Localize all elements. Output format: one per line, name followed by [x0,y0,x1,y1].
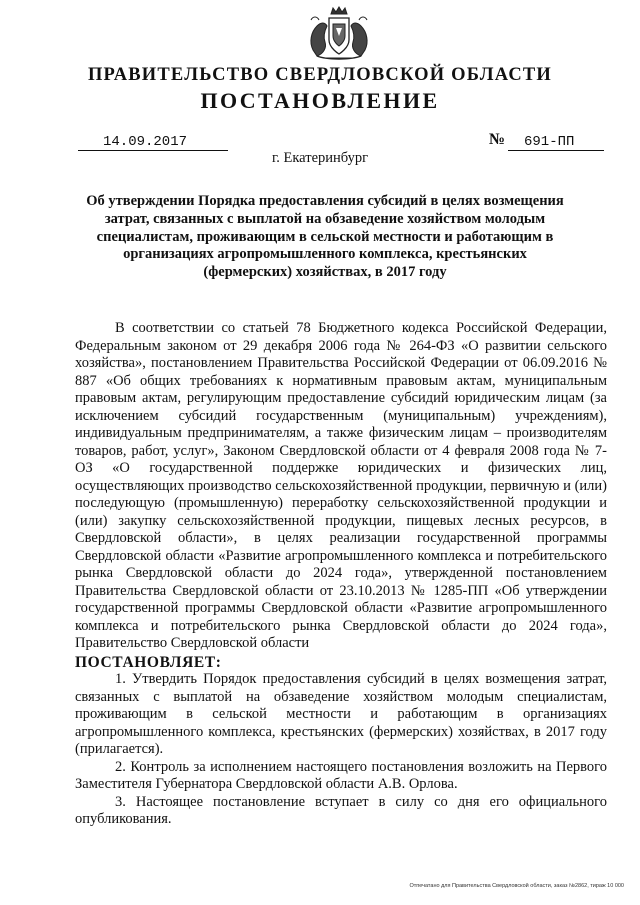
resolution-item-1: 1. Утвердить Порядок предоставления субсидий в целях возмещения затрат, связанных с выплатой на обзаведение хозяйством молодым специалистам, проживающим в сельской местности и работающим в организациях агропромышленного комплекса, крестьянских (фермерских) хозяйствах, в 2017 году (прилагается). [75,671,607,757]
preamble-paragraph: В соответствии со статьей 78 Бюджетного кодекса Российской Федерации, Федеральным законом от 29 декабря 2006 года № 264-ФЗ «О развитии сельского хозяйства», постановлением Правительства Российской Федерации от 06.09.2016 № 887 «Об общих требованиях к нормативным правовым актам, муниципальным правовым актам, регулирующим предоставление субсидий юридическим лицам (за исключением субсидий государственным (муниципальным) учреждениям), индивидуальным предпринимателям, а также физическим лицам – производителям товаров, работ, услуг», Законом Свердловской области от 4 февраля 2008 года № 7-ОЗ «О государственной поддержке юридических и физических лиц, осуществляющих производство сельскохозяйственной продукции, первичную и (или) последующую (промышленную) переработку сельскохозяйственной продукции и (или) закупку сельскохозяйственной продукции, пищевых лесных ресурсов, в Свердловской области», в целях реализации государственной программы Свердловской области «Развитие агропромышленного комплекса и потребительского рынка Свердловской области до 2024 года», утвержденной постановлением Правительства Свердловской области от 23.10.2013 № 1285-ПП «Об утверждении государственной программы Свердловской области «Развитие агропромышленного комплекса и потребительского рынка Свердловской области до 2024 года», Правительство Свердловской области [75,320,607,651]
decree-heading: ПОСТАНОВЛЯЕТ: [75,653,222,671]
document-title: Об утверждении Порядка предоставления субсидий в целях возмещения затрат, связанных с выплатой на обзаведение хозяйством молодым специалистам, проживающим в сельской местности и работающим в организациях агропромышленного комплекса, крестьянских (фермерских) хозяйствах, в 2017 году [86,193,564,281]
government-name: ПРАВИТЕЛЬСТВО СВЕРДЛОВСКОЙ ОБЛАСТИ [87,65,553,85]
document-body [75,320,607,829]
document-number: 691-ПП [508,134,604,151]
resolution-item-2: 2. Контроль за исполнением настоящего постановления возложить на Первого Заместителя Губернатора Свердловской области А.В. Орлова. [75,758,607,792]
document-type-heading: ПОСТАНОВЛЕНИЕ [200,88,440,113]
coat-of-arms-emblem [303,6,375,62]
city-name: г. Екатеринбург [271,150,369,166]
print-footer: Отпечатано для Правительства Свердловской области, заказ №2862, тираж 10 000 [409,883,624,889]
number-sign: № [489,131,506,148]
document-date: 14.09.2017 [78,134,228,151]
resolution-item-3: 3. Настоящее постановление вступает в силу со дня его официального опубликования. [75,793,607,827]
